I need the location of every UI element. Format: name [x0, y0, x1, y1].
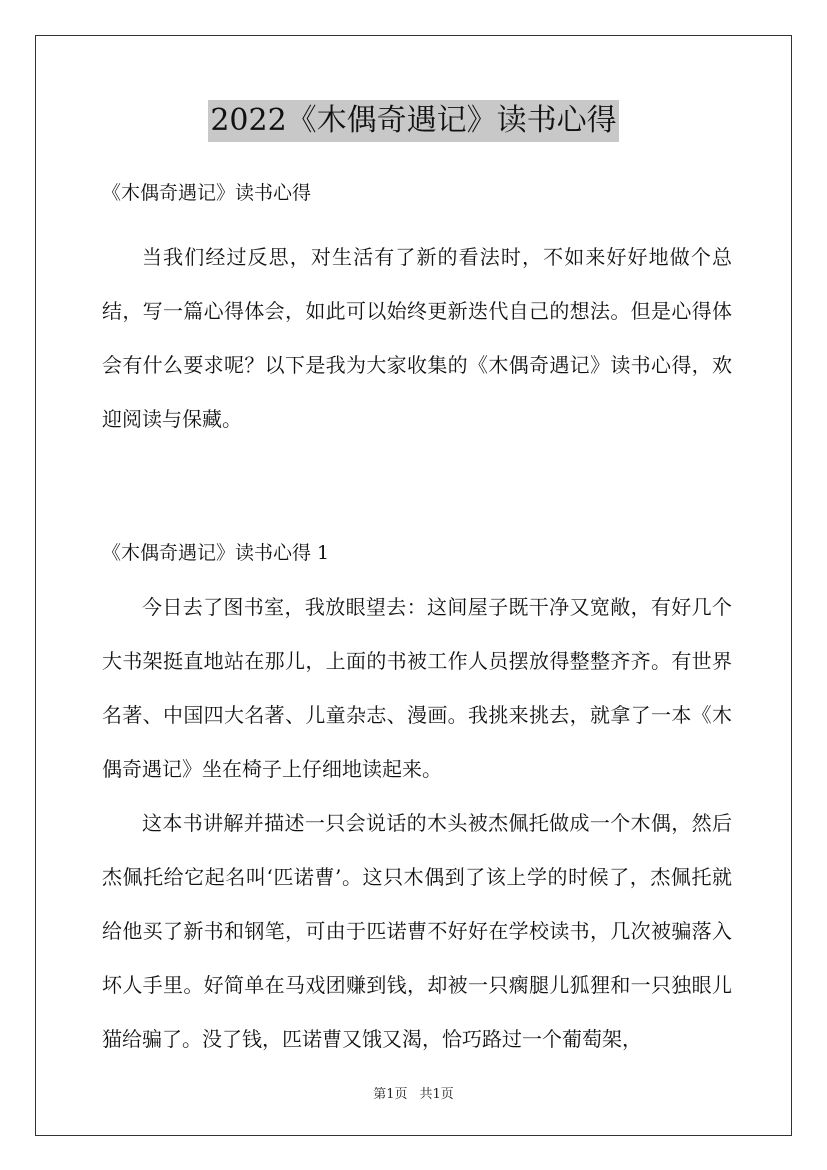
document-title: 2022《木偶奇遇记》读书心得 [208, 100, 618, 142]
document-subtitle: 《木偶奇遇记》读书心得 [102, 182, 312, 204]
page-footer [0, 1083, 827, 1102]
body-paragraph: 今日去了图书室，我放眼望去：这间屋子既干净又宽敞，有好几个大书架挺直地站在那儿，上面的书被工作人员摆放得整整齐齐。有世界名著、中国四大名著、儿童杂志、漫画。我挑来挑去，就拿了一本《木偶奇遇记》坐在椅子上仔细地读起来。 [102, 595, 732, 781]
page-number: 第1页 [373, 1087, 408, 1102]
document-body [102, 176, 732, 1066]
page-total: 共1页 [419, 1087, 454, 1102]
body-paragraph: 这本书讲解并描述一只会说话的木头被杰佩托做成一个木偶，然后杰佩托给它起名叫‘匹诺曹’。这只木偶到了该上学的时候了，杰佩托就给他买了新书和钢笔，可由于匹诺曹不好好在学校读书，几次被骗落入坏人手里。好简单在马戏团赚到钱，却被一只瘸腿儿狐狸和一只独眼儿猫给骗了。没了钱，匹诺曹又饿又渴，恰巧路过一个葡萄架， [102, 811, 732, 1051]
section-heading: 《木偶奇遇记》读书心得 1 [102, 542, 330, 564]
title-container [0, 100, 827, 142]
intro-paragraph: 当我们经过反思，对生活有了新的看法时，不如来好好地做个总结，写一篇心得体会，如此可以始终更新迭代自己的想法。但是心得体会有什么要求呢？以下是我为大家收集的《木偶奇遇记》读书心得，欢迎阅读与保藏。 [102, 245, 732, 431]
